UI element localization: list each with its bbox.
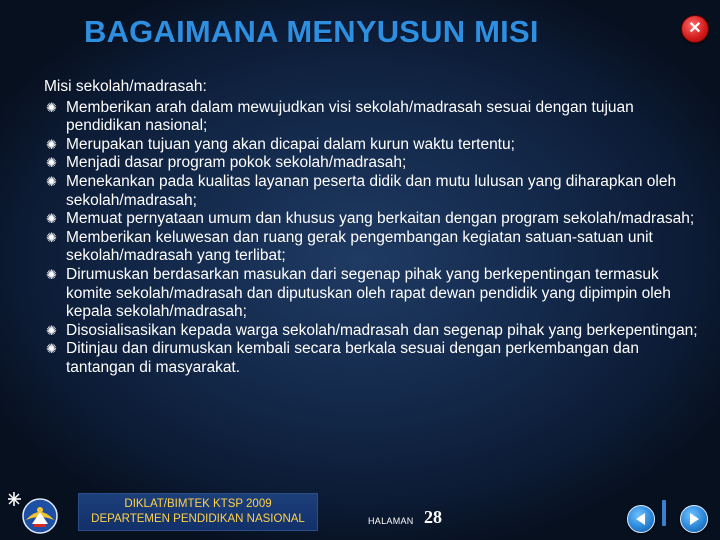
bullet-icon: ✺ xyxy=(46,155,57,171)
bullet-icon: ✺ xyxy=(46,99,57,115)
slide-title: BAGAIMANA MENYUSUN MISI xyxy=(84,14,539,49)
close-button[interactable] xyxy=(681,15,709,43)
bullet-icon: ✺ xyxy=(46,211,57,227)
bullet-icon: ✺ xyxy=(46,229,57,245)
play-left-icon xyxy=(628,506,654,532)
list-item: ✺ Disosialisasikan kepada warga sekolah/madrasah dan segenap pihak yang berkepentingan; xyxy=(46,321,698,339)
footer-line-1: DIKLAT/BIMTEK KTSP 2009 xyxy=(124,498,272,510)
bullet-icon: ✺ xyxy=(46,266,57,282)
slide-content xyxy=(44,78,706,378)
mission-heading: Misi sekolah/madrasah: xyxy=(44,78,207,95)
next-slide-button[interactable] xyxy=(680,505,708,533)
list-item: ✺ Menekankan pada kualitas layanan peserta didik dan mutu lulusan yang diharapkan oleh sekolah/madrasah; xyxy=(46,172,677,209)
bullet-icon: ✺ xyxy=(46,341,57,357)
bullet-icon: ✺ xyxy=(46,173,57,189)
sparkle-icon xyxy=(8,492,21,506)
footer-info-box xyxy=(78,493,318,531)
list-item: ✺ Merupakan tujuan yang akan dicapai dalam kurun waktu tertentu; xyxy=(46,135,515,153)
page-label: HALAMAN xyxy=(368,516,414,526)
bullet-icon: ✺ xyxy=(46,322,57,338)
previous-slide-button[interactable] xyxy=(627,505,655,533)
bullet-icon: ✺ xyxy=(46,136,57,152)
close-icon: ✕ xyxy=(688,20,702,37)
list-item: ✺ Ditinjau dan dirumuskan kembali secara berkala sesuai dengan perkembangan dan tantangan di masyarakat. xyxy=(46,340,639,376)
mission-list xyxy=(44,99,706,378)
list-item: ✺ Memberikan keluwesan dan ruang gerak pengembangan kegiatan satuan-satuan unit sekolah/madrasah yang terlibat; xyxy=(46,228,653,265)
nav-divider xyxy=(662,500,666,526)
list-item: ✺ Menjadi dasar program pokok sekolah/madrasah; xyxy=(46,154,407,172)
play-right-icon xyxy=(681,506,707,532)
page-number: 28 xyxy=(424,507,442,527)
footer-line-2: DEPARTEMEN PENDIDIKAN NASIONAL xyxy=(91,513,305,525)
list-item: ✺ Memuat pernyataan umum dan khusus yang berkaitan dengan program sekolah/madrasah; xyxy=(46,210,695,228)
tut-wuri-handayani-logo xyxy=(8,490,62,536)
list-item: ✺ Dirumuskan berdasarkan masukan dari segenap pihak yang berkepentingan termasuk komite sekolah/madrasah dan diputuskan oleh rapat dewan pendidik yang dipimpin oleh kepala sekolah/madrasah; xyxy=(46,265,671,321)
list-item: ✺ Memberikan arah dalam mewujudkan visi sekolah/madrasah sesuai dengan tujuan pendidikan nasional; xyxy=(46,98,634,135)
